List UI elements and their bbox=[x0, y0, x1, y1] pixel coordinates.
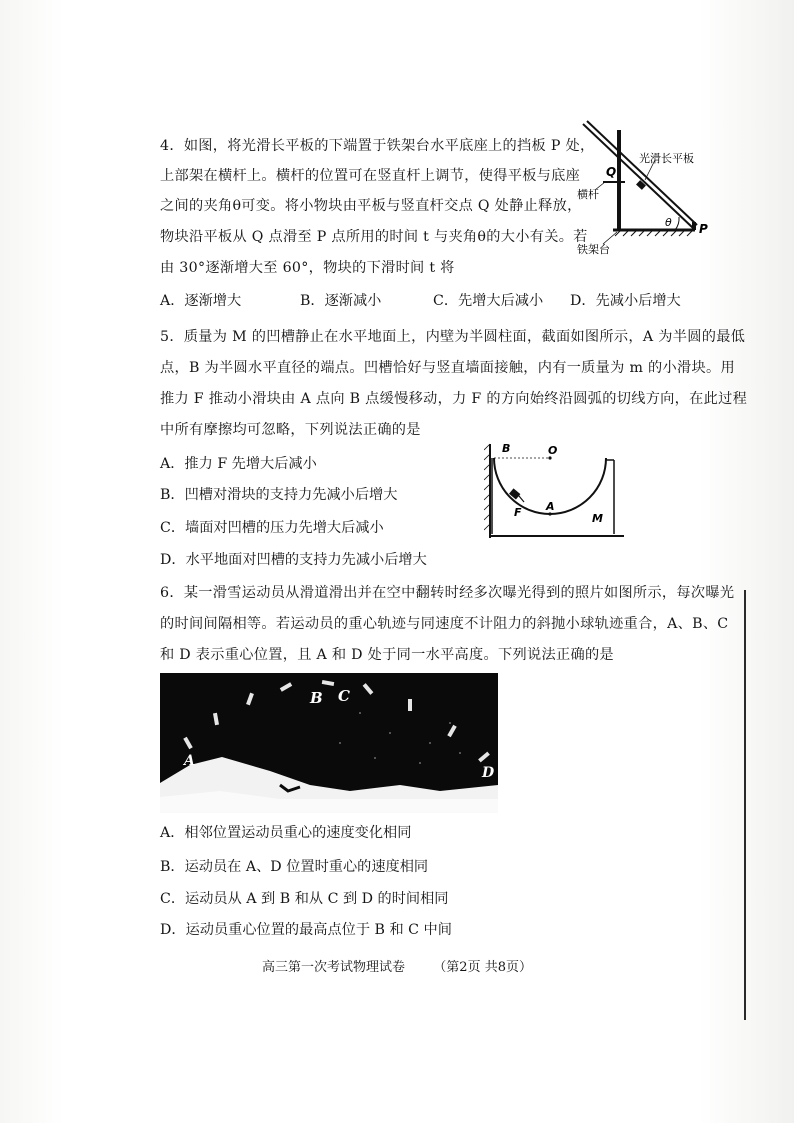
q6-option-a: A．相邻位置运动员重心的速度变化相同 bbox=[160, 825, 412, 841]
photo-label-b: B bbox=[310, 689, 323, 707]
q5-option-a: A．推力 F 先增大后减小 bbox=[160, 456, 317, 472]
q5-groove-diagram bbox=[484, 440, 626, 540]
q4-option-b: B．逐渐减小 bbox=[300, 293, 382, 309]
photo-label-d: D bbox=[482, 765, 495, 781]
label-o: O bbox=[548, 444, 558, 457]
q6-option-d: D．运动员重心位置的最高点位于 B 和 C 中间 bbox=[160, 922, 452, 938]
q5-line-1: 5．质量为 M 的凹槽静止在水平地面上，内壁为半圆柱面，截面如图所示，A 为半圆的最低 bbox=[160, 329, 746, 345]
label-a: A bbox=[546, 500, 555, 513]
photo-label-a: A bbox=[184, 753, 195, 769]
label-p: P bbox=[699, 222, 708, 236]
label-iron-stand: 铁架台 bbox=[577, 243, 610, 256]
q4-line-2: 上部架在横杆上。横杆的位置可在竖直杆上调节，使得平板与底座 bbox=[160, 168, 581, 184]
label-crossbar: 横杆 bbox=[577, 188, 599, 201]
q6-option-b: B．运动员在 A、D 位置时重心的速度相同 bbox=[160, 859, 429, 875]
q5-option-c: C．墙面对凹槽的压力先增大后减小 bbox=[160, 520, 384, 536]
q5-line-4: 中所有摩擦均可忽略，下列说法正确的是 bbox=[160, 422, 421, 438]
q4-option-a: A．逐渐增大 bbox=[160, 293, 242, 309]
label-q: Q bbox=[606, 165, 617, 179]
q4-incline-diagram bbox=[575, 120, 710, 260]
q5-option-d: D．水平地面对凹槽的支持力先减小后增大 bbox=[160, 552, 427, 568]
photo-label-c: C bbox=[338, 687, 350, 705]
q4-option-d: D．先减小后增大 bbox=[570, 293, 681, 309]
label-f: F bbox=[514, 506, 522, 519]
q6-line-3: 和 D 表示重心位置，且 A 和 D 处于同一水平高度。下列说法正确的是 bbox=[160, 647, 614, 663]
q5-line-2: 点，B 为半圆水平直径的端点。凹槽恰好与竖直墙面接触，内有一质量为 m 的小滑块。用 bbox=[160, 360, 735, 376]
scan-edge-line bbox=[744, 590, 746, 1020]
label-m: M bbox=[592, 512, 603, 525]
q4-line-4: 物块沿平板从 Q 点滑至 P 点所用的时间 t 与夹角θ的大小有关。若 bbox=[160, 229, 588, 245]
q6-line-2: 的时间间隔相等。若运动员的重心轨迹与同速度不计阻力的斜抛小球轨迹重合，A、B、C bbox=[160, 616, 729, 632]
q6-line-1: 6．某一滑雪运动员从滑道滑出并在空中翻转时经多次曝光得到的照片如图所示，每次曝光 bbox=[160, 585, 735, 601]
label-smooth-board: 光滑长平板 bbox=[639, 152, 694, 165]
q4-option-c: C．先增大后减小 bbox=[433, 293, 544, 309]
footer-exam-title: 高三第一次考试物理试卷 bbox=[262, 960, 406, 975]
q4-line-3: 之间的夹角θ可变。将小物块由平板与竖直杆交点 Q 处静止释放， bbox=[160, 198, 582, 214]
q5-line-3: 推力 F 推动小滑块由 A 点向 B 点缓慢移动，力 F 的方向始终沿圆弧的切线方向，在此过程 bbox=[160, 391, 748, 407]
skier-multi-exposure-photo bbox=[160, 673, 498, 813]
label-b: B bbox=[502, 442, 511, 455]
q4-line-1: 4．如图，将光滑长平板的下端置于铁架台水平底座上的挡板 P 处， bbox=[160, 138, 595, 154]
q5-option-b: B．凹槽对滑块的支持力先减小后增大 bbox=[160, 487, 398, 503]
q4-line-5: 由 30°逐渐增大至 60°，物块的下滑时间 t 将 bbox=[160, 260, 455, 276]
footer-page-number: （第2页 共8页） bbox=[433, 960, 532, 975]
page-footer bbox=[0, 956, 794, 975]
label-theta: θ bbox=[665, 216, 672, 229]
q6-option-c: C．运动员从 A 到 B 和从 C 到 D 的时间相同 bbox=[160, 891, 449, 907]
